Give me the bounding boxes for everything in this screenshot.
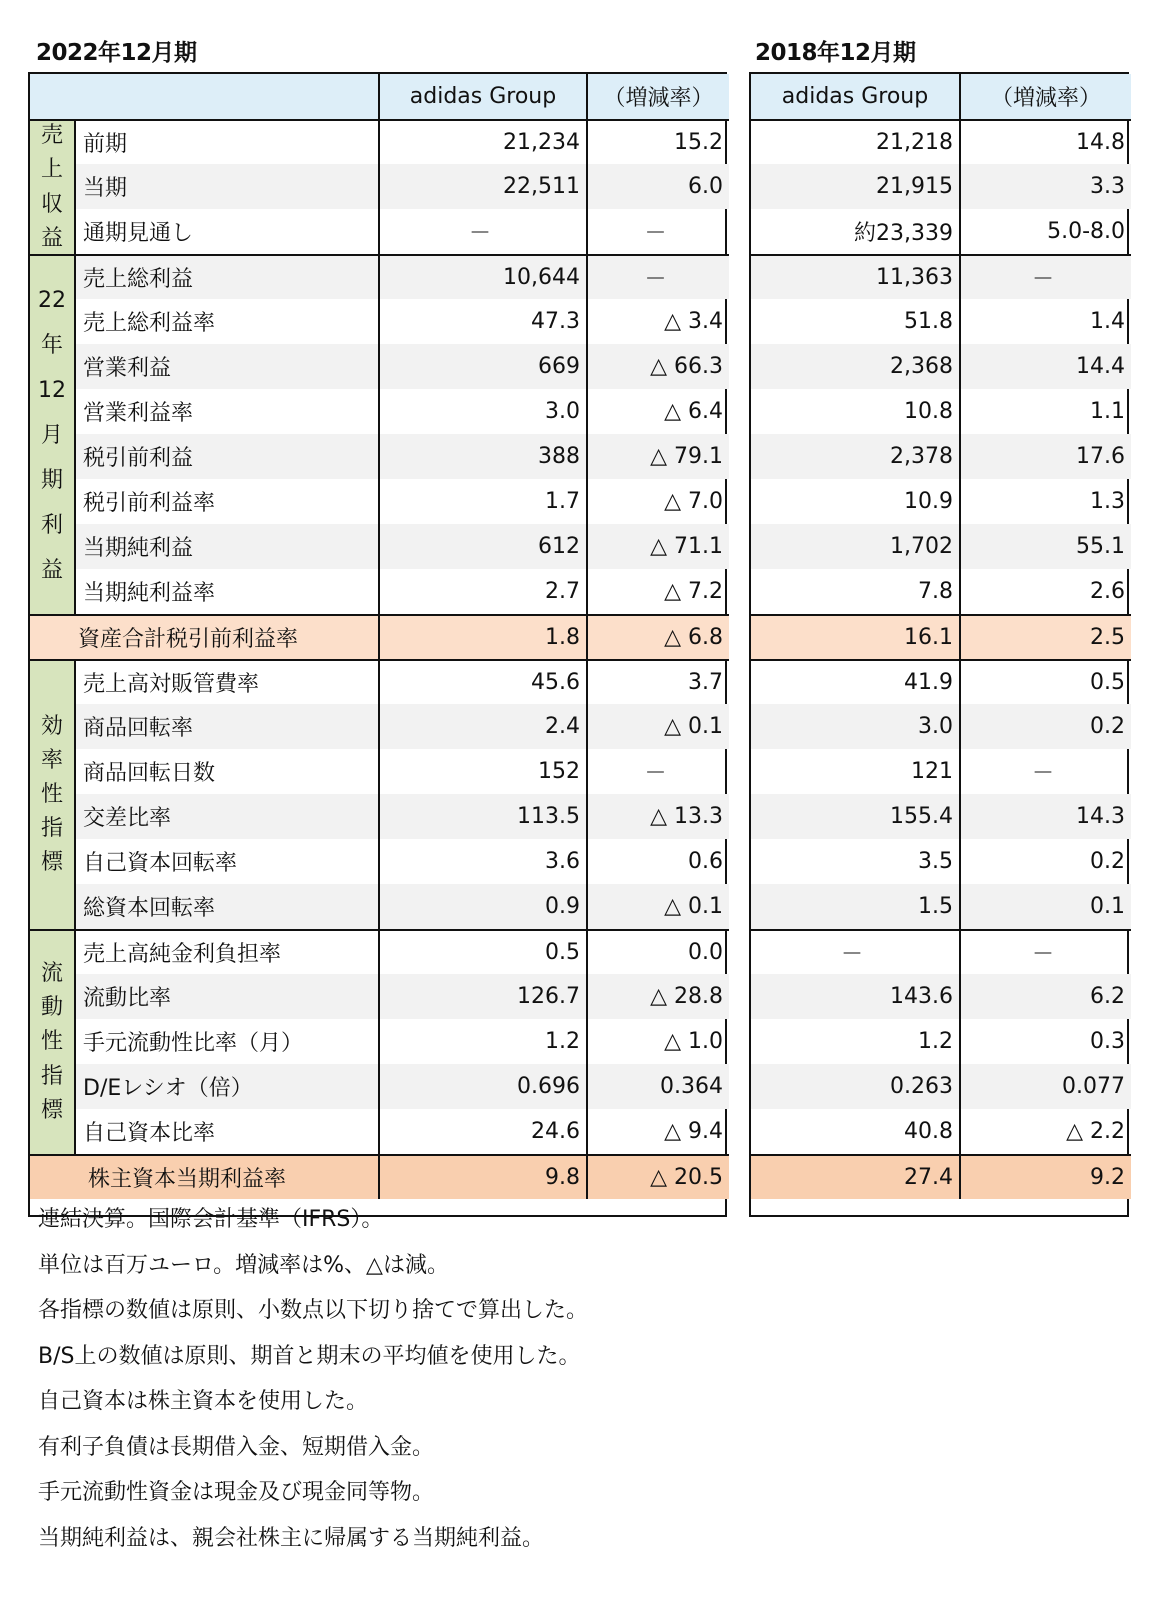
rate-2022: 6.0 xyxy=(586,164,729,209)
rate-2018: 55.1 xyxy=(959,524,1131,569)
value-2018: 1,702 xyxy=(751,524,959,569)
rate-2022: △ 6.4 xyxy=(586,389,729,434)
section-char: 流 xyxy=(40,961,63,987)
period-title-2022: 2022年12月期 xyxy=(36,40,197,66)
rate-2018: 0.2 xyxy=(959,704,1131,749)
row-label: 税引前利益率 xyxy=(74,479,378,524)
row-label: 当期 xyxy=(74,164,378,209)
value-2022: 2.7 xyxy=(378,569,586,614)
rate-2018: － xyxy=(959,749,1131,794)
header-rate: （増減率） xyxy=(586,74,729,119)
row-label: 手元流動性比率（月） xyxy=(74,1019,378,1064)
value-2022: 126.7 xyxy=(378,974,586,1019)
row-label: 営業利益率 xyxy=(74,389,378,434)
section-label-profit xyxy=(30,254,74,614)
value-2018: 41.9 xyxy=(751,659,959,704)
value-2018: 155.4 xyxy=(751,794,959,839)
row-label: 商品回転日数 xyxy=(74,749,378,794)
section-char: 標 xyxy=(40,850,63,876)
note: 単位は百万ユーロ。増減率は%、△は減。 xyxy=(38,1252,449,1278)
rate-2022: － xyxy=(586,254,729,299)
value-2018: － xyxy=(751,929,959,974)
rate-2018: 6.2 xyxy=(959,974,1131,1019)
section-char: 利 xyxy=(40,512,63,538)
row-label: 自己資本比率 xyxy=(74,1109,378,1154)
rate-2018: 9.2 xyxy=(959,1154,1131,1199)
row-label: 当期純利益率 xyxy=(74,569,378,614)
value-2018: 27.4 xyxy=(751,1154,959,1199)
value-2022: 47.3 xyxy=(378,299,586,344)
value-2022: 669 xyxy=(378,344,586,389)
value-2022: 10,644 xyxy=(378,254,586,299)
rate-2022: △ 7.0 xyxy=(586,479,729,524)
rate-2022: △ 79.1 xyxy=(586,434,729,479)
rate-2018: 5.0-8.0 xyxy=(959,209,1131,254)
rate-2022: － xyxy=(586,749,729,794)
rate-2022: △ 66.3 xyxy=(586,344,729,389)
value-2018: 16.1 xyxy=(751,614,959,659)
section-char: 期 xyxy=(40,467,63,493)
row-label: 営業利益 xyxy=(74,344,378,389)
value-2022: 1.8 xyxy=(378,614,586,659)
rate-2018: 1.4 xyxy=(959,299,1131,344)
rate-2022: △ 71.1 xyxy=(586,524,729,569)
value-2022: 1.2 xyxy=(378,1019,586,1064)
row-label: 総資本回転率 xyxy=(74,884,378,929)
note: 各指標の数値は原則、小数点以下切り捨てで算出した。 xyxy=(38,1298,589,1323)
value-2018: 0.263 xyxy=(751,1064,959,1109)
value-2018: 約23,339 xyxy=(854,221,953,246)
rate-2018: 0.077 xyxy=(959,1064,1131,1109)
value-2018: 7.8 xyxy=(918,579,953,604)
rate-2018: 1.1 xyxy=(959,389,1131,434)
rate-2022: 0.0 xyxy=(586,929,729,974)
section-char: 益 xyxy=(40,225,63,251)
value-2022: 0.5 xyxy=(378,929,586,974)
header-blank xyxy=(30,74,378,119)
rate-2018: 14.4 xyxy=(959,344,1131,389)
section-char: 率 xyxy=(40,747,63,773)
value-2022: 612 xyxy=(378,524,586,569)
rate-2022: △ 9.4 xyxy=(586,1109,729,1154)
row-label: 売上高対販管費率 xyxy=(74,659,378,704)
value-2022: 0.696 xyxy=(378,1064,586,1109)
header-company: adidas Group xyxy=(751,74,959,119)
value-2022: 152 xyxy=(378,749,586,794)
row-label: 資産合計税引前利益率 xyxy=(30,614,378,659)
section-char: 収 xyxy=(40,191,63,217)
rate-2018: 3.3 xyxy=(959,164,1131,209)
section-char: 売 xyxy=(40,123,63,149)
value-2018: 1.2 xyxy=(918,1029,953,1054)
value-2022: 113.5 xyxy=(378,794,586,839)
row-label: 自己資本回転率 xyxy=(74,839,378,884)
rate-2018: 0.3 xyxy=(959,1019,1131,1064)
row-label: 交差比率 xyxy=(74,794,378,839)
value-2022: 3.0 xyxy=(378,389,586,434)
row-label: 当期純利益 xyxy=(74,524,378,569)
section-char: 性 xyxy=(40,781,63,807)
section-char: 効 xyxy=(40,713,63,739)
rate-2018: 14.8 xyxy=(959,119,1131,164)
row-label: 流動比率 xyxy=(74,974,378,1019)
section-label-efficiency xyxy=(30,659,74,929)
value-2018: 2,368 xyxy=(751,344,959,389)
section-char: 指 xyxy=(40,816,63,842)
value-2018: 21,915 xyxy=(751,164,959,209)
value-2018: 1.5 xyxy=(751,884,959,929)
rate-2022: △ 0.1 xyxy=(586,884,729,929)
value-2018: 51.8 xyxy=(904,309,953,334)
rate-2018: 0.5 xyxy=(959,659,1131,704)
rate-2022: 0.6 xyxy=(586,839,729,884)
table-2018 xyxy=(749,72,1129,1217)
header-company: adidas Group xyxy=(378,74,586,119)
value-2022: 1.7 xyxy=(378,479,586,524)
rate-2022: △ 1.0 xyxy=(586,1019,729,1064)
row-label: 商品回転率 xyxy=(74,704,378,749)
value-2018: 21,218 xyxy=(751,119,959,164)
rate-2018: 14.3 xyxy=(959,794,1131,839)
note: 当期純利益は、親会社株主に帰属する当期純利益。 xyxy=(38,1525,545,1551)
section-char: 12 xyxy=(38,377,66,403)
value-2022: 388 xyxy=(378,434,586,479)
value-2018: 121 xyxy=(911,759,953,784)
section-char: 益 xyxy=(40,557,63,583)
section-char: 月 xyxy=(40,422,63,448)
value-2022: 3.6 xyxy=(378,839,586,884)
section-label-liquidity xyxy=(30,929,74,1154)
rate-2018: 0.1 xyxy=(959,884,1131,929)
rate-2022: 15.2 xyxy=(586,119,729,164)
value-2022: 22,511 xyxy=(378,164,586,209)
section-char: 標 xyxy=(40,1097,63,1123)
value-2022: 2.4 xyxy=(378,704,586,749)
value-2022: 9.8 xyxy=(378,1154,586,1199)
value-2022: 21,234 xyxy=(378,119,586,164)
section-label-sales xyxy=(30,119,74,254)
row-label: 前期 xyxy=(74,119,378,164)
row-label: 株主資本当期利益率 xyxy=(30,1154,378,1199)
rate-2022: 3.7 xyxy=(586,659,729,704)
value-2018: 11,363 xyxy=(751,254,959,299)
rate-2022: △ 13.3 xyxy=(586,794,729,839)
row-label: 売上総利益 xyxy=(74,254,378,299)
rate-2018: △ 2.2 xyxy=(959,1109,1131,1154)
value-2018: 2,378 xyxy=(751,434,959,479)
header-rate: （増減率） xyxy=(959,74,1131,119)
value-2018: 10.8 xyxy=(904,399,953,424)
row-label: 通期見通し xyxy=(74,209,378,254)
rate-2018: 1.3 xyxy=(959,479,1131,524)
section-char: 性 xyxy=(40,1029,63,1055)
value-2022: 0.9 xyxy=(378,884,586,929)
note: B/S上の数値は原則、期首と期末の平均値を使用した。 xyxy=(38,1343,581,1369)
note: 手元流動性資金は現金及び現金同等物。 xyxy=(38,1480,435,1505)
note: 連結決算。国際会計基準（IFRS）。 xyxy=(38,1207,384,1232)
rate-2018: 17.6 xyxy=(959,434,1131,479)
value-2018: 3.5 xyxy=(918,849,953,874)
rate-2022: △ 0.1 xyxy=(586,704,729,749)
rate-2018: － xyxy=(959,254,1131,299)
row-label: 売上高純金利負担率 xyxy=(74,929,378,974)
rate-2022: △ 20.5 xyxy=(586,1154,729,1199)
section-char: 指 xyxy=(40,1063,63,1089)
rate-2022: △ 6.8 xyxy=(586,614,729,659)
row-label: 売上総利益率 xyxy=(74,299,378,344)
value-2022: 45.6 xyxy=(378,659,586,704)
note: 自己資本は株主資本を使用した。 xyxy=(38,1389,369,1414)
row-label: 税引前利益 xyxy=(74,434,378,479)
section-char: 年 xyxy=(40,332,63,358)
row-label: D/Eレシオ（倍） xyxy=(74,1064,378,1109)
note: 有利子負債は長期借入金、短期借入金。 xyxy=(38,1434,435,1460)
value-2018: 143.6 xyxy=(751,974,959,1019)
rate-2022: － xyxy=(586,209,729,254)
rate-2018: － xyxy=(959,929,1131,974)
rate-2022: △ 7.2 xyxy=(586,569,729,614)
rate-2022: △ 3.4 xyxy=(586,299,729,344)
value-2018: 10.9 xyxy=(904,489,953,514)
period-title-2018: 2018年12月期 xyxy=(755,40,916,66)
rate-2018: 0.2 xyxy=(959,839,1131,884)
section-char: 動 xyxy=(40,995,63,1021)
table-2022 xyxy=(28,72,727,1217)
footnotes xyxy=(38,1197,588,1561)
value-2022: 24.6 xyxy=(378,1109,586,1154)
section-char: 22 xyxy=(38,287,66,313)
rate-2018: 2.5 xyxy=(959,614,1131,659)
rate-2022: 0.364 xyxy=(586,1064,729,1109)
section-char: 上 xyxy=(40,157,63,183)
value-2018: 40.8 xyxy=(904,1119,953,1144)
value-2022: － xyxy=(378,209,586,254)
rate-2022: △ 28.8 xyxy=(586,974,729,1019)
rate-2018: 2.6 xyxy=(959,569,1131,614)
value-2018: 3.0 xyxy=(751,704,959,749)
